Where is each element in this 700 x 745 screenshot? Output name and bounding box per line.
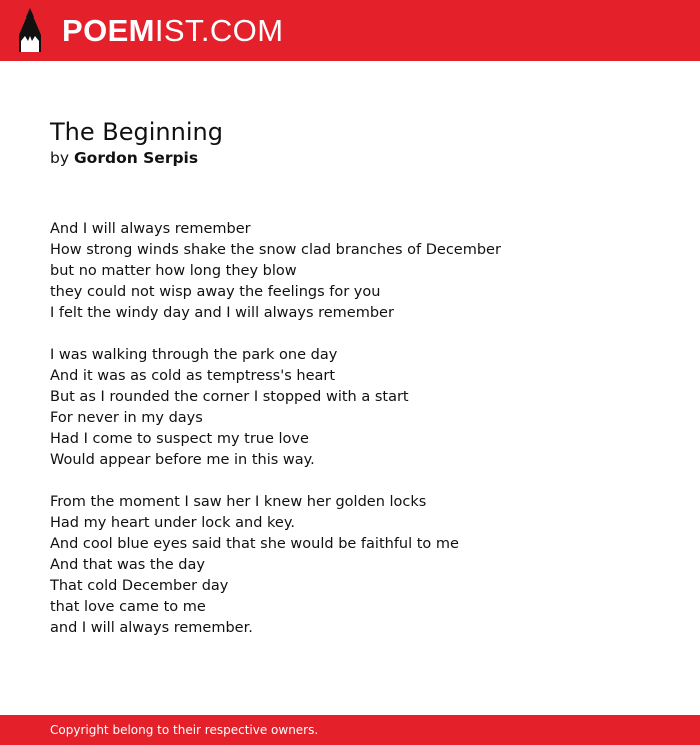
poem-author: Gordon Serpis: [73, 149, 199, 167]
poem-line: And it was as cold as temptress's heart: [50, 368, 336, 384]
pencil-tip-icon: [18, 8, 42, 52]
poem-line: but no matter how long they blow: [50, 263, 297, 279]
poem-line: and I will always remember.: [50, 620, 253, 636]
site-logo-link[interactable]: [18, 8, 283, 52]
site-wordmark-bold: POEM: [62, 12, 155, 48]
poem-line: Had I come to suspect my true love: [50, 431, 309, 447]
poem-stanza-3: [50, 492, 650, 639]
poem-body: [50, 219, 650, 639]
poem-line: But as I rounded the corner I stopped with a start: [50, 389, 409, 405]
poem-line: How strong winds shake the snow clad branches of December: [50, 242, 501, 258]
byline-label: by: [50, 149, 70, 167]
poem-title: The Beginning: [50, 118, 223, 146]
poem-line: that love came to me: [50, 599, 206, 615]
poem-stanza-1: [50, 219, 650, 324]
poem-line: For never in my days: [50, 410, 203, 426]
poem-stanza-2: [50, 345, 650, 471]
poem-line: And that was the day: [50, 557, 205, 573]
site-wordmark-light: IST.COM: [154, 12, 284, 48]
poem-line: I was walking through the park one day: [50, 347, 338, 363]
copyright-notice: Copyright belong to their respective owners.: [50, 723, 319, 737]
poem-content: [50, 117, 650, 639]
site-wordmark: [62, 12, 284, 48]
poem-line: And I will always remember: [50, 221, 251, 237]
poem-byline: [50, 147, 650, 169]
poem-line: From the moment I saw her I knew her golden locks: [50, 494, 427, 510]
poem-line: That cold December day: [50, 578, 229, 594]
poem-line: they could not wisp away the feelings for you: [50, 284, 381, 300]
site-footer: [0, 715, 700, 745]
poem-line: I felt the windy day and I will always remember: [50, 305, 394, 321]
poem-line: And cool blue eyes said that she would be faithful to me: [50, 536, 459, 552]
poem-line: Had my heart under lock and key.: [50, 515, 295, 531]
site-header: [0, 0, 700, 61]
poem-line: Would appear before me in this way.: [50, 452, 315, 468]
